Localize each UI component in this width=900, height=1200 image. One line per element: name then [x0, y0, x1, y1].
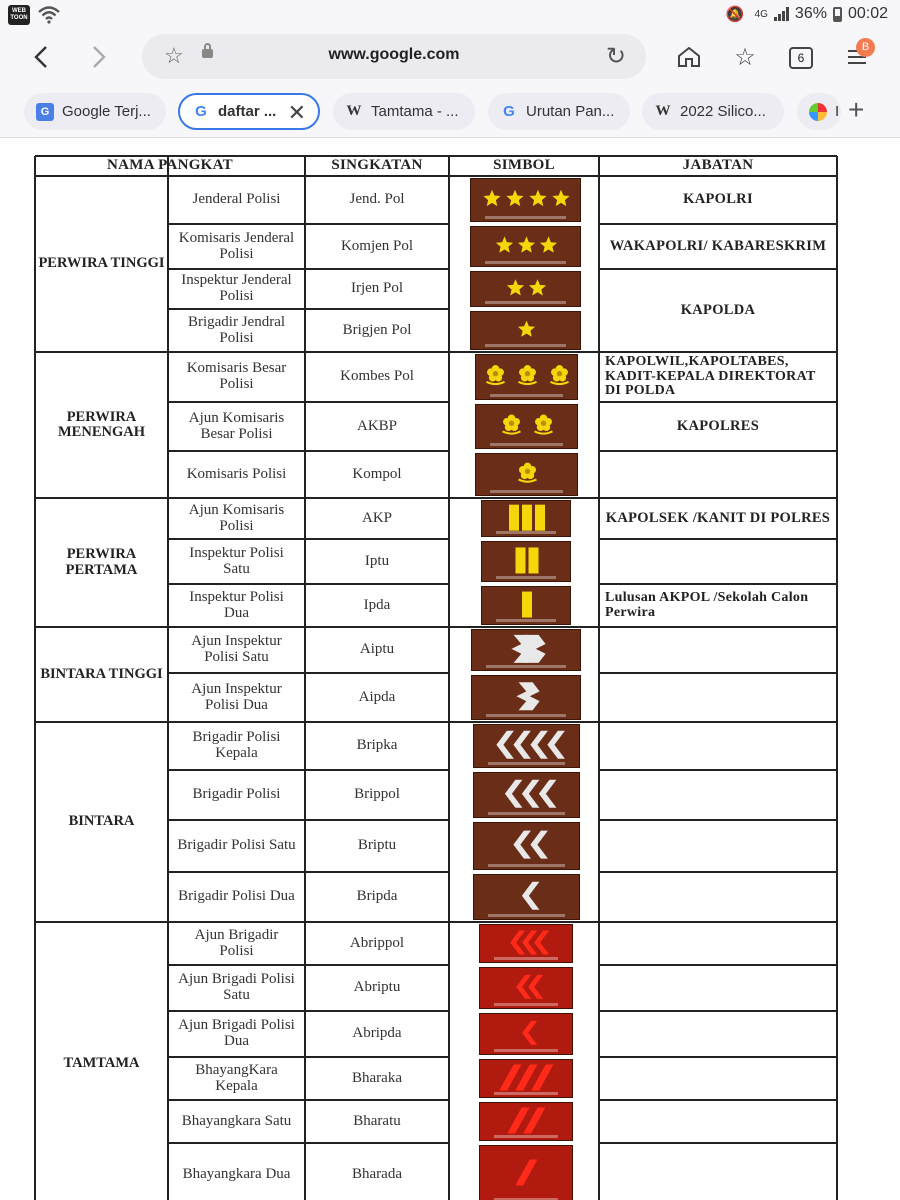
- rank-abbreviation: [305, 584, 449, 627]
- page-content: [0, 139, 900, 1200]
- webtoon-app-icon: WEB TOON: [8, 5, 30, 25]
- rank-abbreviation: [305, 627, 449, 673]
- four-star-symbol: [471, 179, 582, 223]
- table-hline: [599, 769, 837, 771]
- close-tab-icon[interactable]: ✕: [287, 100, 306, 125]
- rank-group-label-text: BINTARA TINGGI: [40, 665, 163, 682]
- chevron-right-icon: [91, 45, 107, 69]
- rank-name: [176, 1100, 297, 1143]
- two-star-insignia-icon: [470, 271, 581, 307]
- rank-name: [176, 872, 297, 922]
- table-hline: [599, 1099, 837, 1101]
- rank-group-label: [35, 627, 168, 722]
- menu-badge: B: [856, 38, 875, 57]
- browser-toolbar: [0, 30, 900, 84]
- column-header: [35, 156, 305, 176]
- rank-name: [176, 1143, 297, 1200]
- rank-group-label-text: PERWIRA MENENGAH: [58, 408, 145, 440]
- table-hline: [599, 964, 837, 966]
- position-title-text: KAPOLSEK /KANIT DI POLRES: [605, 509, 831, 526]
- column-header-text: SINGKATAN: [331, 157, 423, 174]
- one-red-chevron-symbol: [480, 1014, 574, 1056]
- tab-label: Google Terj...: [62, 103, 151, 120]
- one-star-insignia-icon: [470, 311, 581, 350]
- rank-group-label: [35, 722, 168, 922]
- rank-name: [176, 722, 297, 770]
- one-chevron-symbol: [474, 875, 581, 921]
- rank-abbreviation-text: Brigjen Pol: [342, 321, 412, 338]
- home-icon: [677, 46, 701, 68]
- new-tab-plus-icon[interactable]: +: [848, 94, 865, 125]
- rank-abbreviation-text: Jend. Pol: [349, 191, 405, 208]
- rank-abbreviation-text: Abriptu: [353, 979, 401, 996]
- three-melati-symbol: [476, 355, 579, 401]
- rank-name-text: Komisaris Besar Polisi: [186, 360, 287, 392]
- mute-icon: 🔕: [725, 6, 745, 23]
- rank-group-label: [35, 498, 168, 627]
- rank-abbreviation: [305, 309, 449, 352]
- four-star-insignia-icon: [470, 178, 581, 222]
- column-header-text: JABATAN: [682, 157, 754, 174]
- rank-name-text: Komisaris Polisi: [186, 465, 287, 482]
- rank-name-text: Ajun Inspektur Polisi Dua: [191, 680, 282, 713]
- rank-group-label-text: TAMTAMA: [63, 1055, 140, 1072]
- table-hline: [599, 672, 837, 674]
- three-star-insignia-icon: [470, 226, 581, 267]
- site-icon: [809, 103, 827, 121]
- battery-level: 36%: [794, 5, 827, 22]
- rank-abbreviation: [305, 673, 449, 722]
- rank-name: [176, 820, 297, 872]
- tab-label: 2022 Silico...: [680, 103, 766, 120]
- rank-abbreviation-text: Bripka: [356, 737, 398, 754]
- column-header-text: NAMA PANGKAT: [107, 157, 233, 174]
- column-header: [599, 156, 837, 176]
- two-chevron-symbol: [474, 823, 581, 871]
- rank-abbreviation-text: Kompol: [352, 465, 402, 482]
- rank-name-text: Inspektur Polisi Dua: [189, 588, 284, 621]
- rank-name-text: Ajun Brigadir Polisi: [194, 926, 279, 959]
- position-title: [599, 224, 837, 269]
- rank-name: [176, 269, 297, 309]
- home-button[interactable]: [670, 38, 708, 76]
- two-red-slash-insignia-icon: [479, 1102, 573, 1141]
- one-bar-insignia-icon: [481, 586, 571, 625]
- rank-name: [176, 965, 297, 1011]
- two-melati-insignia-icon: [475, 404, 578, 449]
- position-title-text: KAPOLRI: [683, 191, 753, 208]
- rank-abbreviation-text: Abripda: [352, 1025, 402, 1042]
- tab-count-button[interactable]: 6: [789, 47, 813, 69]
- rank-abbreviation-text: Aipda: [358, 688, 396, 705]
- column-header: [305, 156, 449, 176]
- rank-abbreviation-text: Brippol: [354, 786, 400, 803]
- rank-abbreviation-text: Irjen Pol: [350, 280, 404, 297]
- tab-label: daftar ...: [218, 103, 277, 120]
- rank-abbreviation: [305, 269, 449, 309]
- rank-abbreviation-text: Kombes Pol: [340, 368, 414, 385]
- position-title-text: WAKAPOLRI/ KABARESKRIM: [609, 237, 827, 254]
- rank-name-text: Jenderal Polisi: [192, 191, 281, 208]
- rank-abbreviation-text: Bharaka: [352, 1069, 402, 1086]
- url-text: www.google.com: [328, 46, 460, 63]
- position-title-text: KAPOLWIL,KAPOLTABES, KADIT-KEPALA DIREKTORAT DI POLDA: [605, 353, 816, 399]
- tab-google-translate[interactable]: [24, 93, 166, 130]
- position-title: [599, 402, 837, 451]
- rank-name: [176, 309, 297, 352]
- rank-group-label: [35, 352, 168, 498]
- rank-abbreviation: [305, 451, 449, 498]
- rank-abbreviation: [305, 1011, 449, 1057]
- one-melati-symbol: [476, 454, 579, 497]
- two-red-chevron-insignia-icon: [479, 967, 573, 1009]
- three-melati-insignia-icon: [475, 354, 578, 400]
- rank-name: [176, 224, 297, 269]
- wikipedia-icon: W: [346, 103, 362, 119]
- google-translate-icon: G: [36, 103, 54, 121]
- rank-name: [176, 584, 297, 627]
- one-red-slash-symbol: [480, 1146, 574, 1200]
- rank-name-text: Bhayangkara Satu: [181, 1112, 292, 1129]
- bookmarks-button[interactable]: [726, 38, 764, 76]
- reload-icon[interactable]: ↻: [605, 43, 626, 70]
- rank-abbreviation: [305, 770, 449, 820]
- double-zigzag-insignia-icon: [471, 629, 581, 671]
- rank-name-text: Komisaris Jenderal Polisi: [178, 229, 295, 262]
- rank-name-text: Ajun Brigadi Polisi Satu: [178, 971, 295, 1003]
- rank-name: [176, 627, 297, 673]
- column-header: [449, 156, 599, 176]
- rank-abbreviation-text: Komjen Pol: [340, 237, 414, 254]
- two-star-symbol: [471, 272, 582, 308]
- rank-abbreviation: [305, 498, 449, 539]
- rank-name-text: Brigadir Jendral Polisi: [187, 313, 286, 346]
- tab-strip: [0, 84, 900, 138]
- rank-name-text: Ajun Brigadi Polisi Dua: [178, 1017, 295, 1049]
- rank-abbreviation-text: Bharatu: [353, 1112, 401, 1129]
- two-bar-insignia-icon: [481, 541, 571, 582]
- battery-icon: [833, 7, 842, 22]
- tab-partial[interactable]: [797, 93, 841, 130]
- rank-table: [35, 156, 837, 1200]
- rank-abbreviation-text: Briptu: [357, 837, 397, 854]
- bookmark-star-icon[interactable]: ☆: [164, 43, 184, 68]
- two-red-slash-symbol: [480, 1103, 574, 1142]
- rank-abbreviation: [305, 402, 449, 451]
- table-hline: [599, 871, 837, 873]
- address-bar[interactable]: [142, 34, 646, 79]
- three-red-slash-insignia-icon: [479, 1059, 573, 1098]
- rank-abbreviation: [305, 224, 449, 269]
- rank-group-label-text: BINTARA: [68, 813, 135, 830]
- status-bar: [0, 0, 900, 30]
- position-title: [599, 352, 837, 402]
- rank-abbreviation: [305, 1057, 449, 1100]
- three-chevron-symbol: [474, 773, 581, 819]
- single-zigzag-symbol: [472, 676, 582, 721]
- rank-name-text: Inspektur Polisi Satu: [189, 544, 284, 577]
- signal-icon: [774, 7, 789, 21]
- rank-name: [176, 770, 297, 820]
- three-red-slash-symbol: [480, 1060, 574, 1099]
- table-hline: [599, 1056, 837, 1058]
- google-icon: G: [503, 103, 515, 120]
- tab-tamtama[interactable]: [333, 93, 475, 130]
- rank-name: [176, 1011, 297, 1057]
- one-melati-insignia-icon: [475, 453, 578, 496]
- rank-abbreviation-text: AKP: [361, 509, 392, 526]
- rank-abbreviation-text: AKBP: [356, 417, 397, 434]
- position-title: [599, 584, 837, 627]
- three-red-chevron-insignia-icon: [479, 924, 573, 963]
- one-star-symbol: [471, 312, 582, 351]
- rank-abbreviation-text: Iptu: [364, 552, 390, 569]
- rank-name: [176, 352, 297, 402]
- rank-abbreviation: [305, 820, 449, 872]
- rank-abbreviation: [305, 1143, 449, 1200]
- rank-name: [176, 451, 297, 498]
- three-bar-insignia-icon: [481, 500, 571, 537]
- one-red-chevron-insignia-icon: [479, 1013, 573, 1055]
- rank-name: [176, 402, 297, 451]
- forward-button[interactable]: [80, 38, 118, 76]
- rank-group-label: [35, 176, 168, 352]
- position-title-text: Lulusan AKPOL /Sekolah Calon Perwira: [605, 589, 809, 620]
- position-title: [599, 498, 837, 539]
- rank-name-text: Ajun Inspektur Polisi Satu: [191, 633, 282, 665]
- tab-label: Urutan Pan...: [526, 103, 615, 120]
- rank-name-text: Brigadir Polisi Satu: [177, 837, 296, 854]
- four-chevron-symbol: [474, 725, 581, 769]
- position-title: [599, 176, 837, 224]
- one-bar-symbol: [482, 587, 572, 626]
- rank-abbreviation: [305, 872, 449, 922]
- rank-abbreviation: [305, 965, 449, 1011]
- three-star-symbol: [471, 227, 582, 268]
- rank-abbreviation-text: Abrippol: [349, 934, 405, 951]
- rank-abbreviation-text: Ipda: [363, 596, 391, 613]
- rank-abbreviation: [305, 1100, 449, 1143]
- two-red-chevron-symbol: [480, 968, 574, 1010]
- column-header-text: SIMBOL: [493, 157, 555, 174]
- star-list-icon: ☆: [734, 43, 756, 71]
- table-hline: [599, 1142, 837, 1144]
- rank-name-text: Bhayangkara Dua: [182, 1165, 291, 1182]
- chevron-left-icon: [33, 45, 49, 69]
- rank-name-text: Ajun Komisaris Polisi: [188, 501, 285, 534]
- rank-abbreviation: [305, 352, 449, 402]
- rank-name: [176, 922, 297, 965]
- rank-group-label-text: PERWIRA TINGGI: [38, 255, 165, 272]
- position-title-text: KAPOLDA: [680, 301, 756, 318]
- rank-name-text: Brigadir Polisi: [192, 786, 281, 803]
- tab-label: I: [835, 103, 840, 120]
- two-melati-symbol: [476, 405, 579, 450]
- one-red-slash-insignia-icon: [479, 1145, 573, 1200]
- tab-label: Tamtama - ...: [371, 103, 459, 120]
- two-chevron-insignia-icon: [473, 822, 580, 870]
- google-icon: G: [195, 103, 207, 120]
- rank-name: [176, 176, 297, 224]
- table-hline: [599, 819, 837, 821]
- rank-abbreviation: [305, 176, 449, 224]
- rank-name: [176, 1057, 297, 1100]
- rank-abbreviation-text: Aiptu: [359, 641, 395, 658]
- rank-name: [176, 498, 297, 539]
- rank-name-text: Brigadir Polisi Dua: [178, 888, 295, 905]
- tab-daftar-active[interactable]: [178, 93, 320, 130]
- wikipedia-icon: W: [655, 103, 671, 119]
- tab-silicon[interactable]: [642, 93, 784, 130]
- rank-group-label: [35, 922, 168, 1200]
- rank-abbreviation: [305, 722, 449, 770]
- two-bar-symbol: [482, 542, 572, 583]
- rank-abbreviation: [305, 539, 449, 584]
- rank-name-text: Inspektur Jenderal Polisi: [181, 272, 292, 304]
- one-chevron-insignia-icon: [473, 874, 580, 920]
- rank-abbreviation: [305, 922, 449, 965]
- back-button[interactable]: [22, 38, 60, 76]
- position-title: [599, 269, 837, 352]
- rank-abbreviation-text: Bripda: [356, 888, 398, 905]
- single-zigzag-insignia-icon: [471, 675, 581, 720]
- double-zigzag-symbol: [472, 630, 582, 672]
- three-chevron-insignia-icon: [473, 772, 580, 818]
- position-title-text: KAPOLRES: [676, 417, 760, 434]
- rank-name: [176, 539, 297, 584]
- wifi-icon: [38, 6, 60, 24]
- four-chevron-insignia-icon: [473, 724, 580, 768]
- rank-abbreviation-text: Bharada: [352, 1165, 402, 1182]
- tab-urutan[interactable]: [488, 93, 630, 130]
- rank-name-text: Brigadir Polisi Kepala: [192, 729, 281, 761]
- rank-name-text: Ajun Komisaris Besar Polisi: [188, 409, 285, 442]
- rank-name: [176, 673, 297, 722]
- table-hline: [599, 1010, 837, 1012]
- rank-group-label-text: PERWIRA PERTAMA: [65, 546, 138, 578]
- three-red-chevron-symbol: [480, 925, 574, 964]
- rank-name-text: BhayangKara Kepala: [195, 1061, 278, 1094]
- clock: 00:02: [847, 5, 888, 22]
- network-type: 4G: [754, 8, 768, 20]
- three-bar-symbol: [482, 501, 572, 538]
